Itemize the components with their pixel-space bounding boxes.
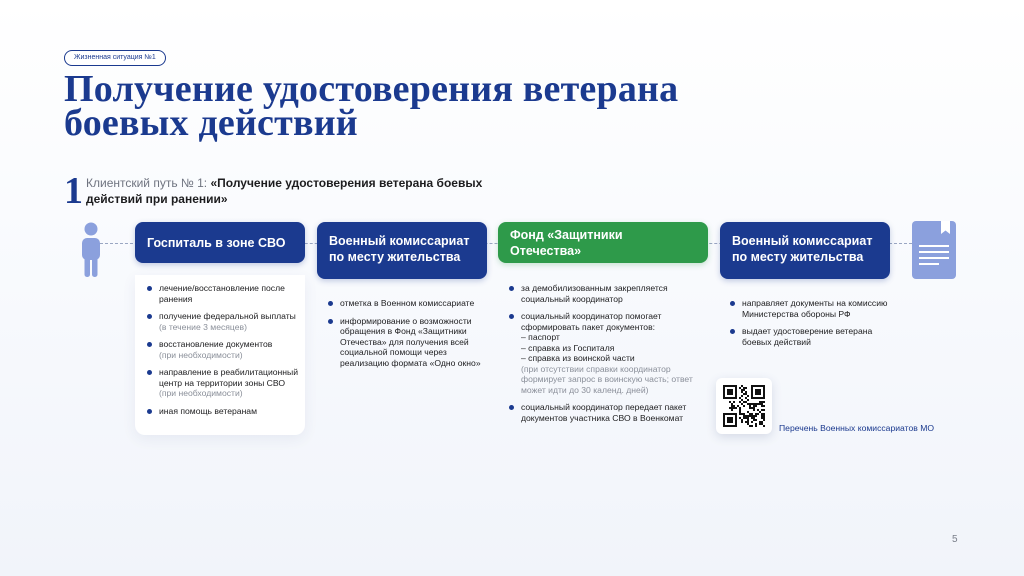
qr-module <box>731 391 733 393</box>
list-item: социальный координатор помогает сформировать пакет документов: – паспорт – справка из Госпиталя – справка из воинской части (при отсутствии справки координатор формирует запрос в воинскую часть; ответ может идти до 30 календ. дней) <box>507 311 707 395</box>
qr-module <box>727 389 729 391</box>
qr-module <box>749 405 751 407</box>
qr-module <box>731 385 733 387</box>
qr-module <box>751 385 753 387</box>
qr-module <box>741 421 743 423</box>
qr-module <box>723 425 725 427</box>
commissariat-2-list <box>728 298 888 354</box>
qr-module <box>741 395 743 397</box>
qr-module <box>761 385 763 387</box>
qr-module <box>729 397 731 399</box>
qr-module <box>753 415 755 417</box>
qr-module <box>739 409 741 411</box>
qr-module <box>737 405 739 407</box>
qr-module <box>739 397 741 399</box>
qr-module <box>759 411 761 413</box>
qr-module <box>731 397 733 399</box>
qr-module <box>729 417 731 419</box>
qr-module <box>743 401 745 403</box>
qr-module <box>723 387 725 389</box>
path-number: 1 <box>64 170 83 212</box>
qr-module <box>751 391 753 393</box>
page-title: Получение удостоверения ветерана боевых действий <box>64 68 679 144</box>
qr-module <box>727 413 729 415</box>
commissariat-1-list <box>326 298 486 375</box>
qr-module <box>727 397 729 399</box>
qr-module <box>753 409 755 411</box>
qr-module <box>755 425 757 427</box>
qr-module <box>727 425 729 427</box>
qr-module <box>743 415 745 417</box>
qr-module <box>723 393 725 395</box>
qr-module <box>759 421 761 423</box>
qr-module <box>763 409 765 411</box>
qr-module <box>759 397 761 399</box>
qr-module <box>723 415 725 417</box>
qr-module <box>727 391 729 393</box>
qr-module <box>731 405 733 407</box>
qr-module <box>727 385 729 387</box>
qr-module <box>735 425 737 427</box>
qr-module <box>759 393 761 395</box>
qr-module <box>753 403 755 405</box>
qr-module <box>727 393 729 395</box>
qr-module <box>741 391 743 393</box>
qr-module <box>745 393 747 395</box>
qr-module <box>759 391 761 393</box>
qr-module <box>757 385 759 387</box>
qr-module <box>723 397 725 399</box>
qr-module <box>745 421 747 423</box>
qr-module <box>751 389 753 391</box>
life-situation-badge: Жизненная ситуация №1 <box>64 50 166 66</box>
qr-module <box>731 389 733 391</box>
qr-module <box>723 421 725 423</box>
qr-module <box>723 423 725 425</box>
qr-module <box>739 401 741 403</box>
qr-module <box>739 413 741 415</box>
qr-module <box>723 389 725 391</box>
qr-module <box>747 411 749 413</box>
person-icon <box>80 222 102 278</box>
qr-module <box>739 387 741 389</box>
qr-code-icon <box>723 385 765 427</box>
qr-module <box>735 393 737 395</box>
list-item: лечение/восстановление после ранения <box>145 283 305 304</box>
qr-module <box>729 421 731 423</box>
qr-module <box>749 407 751 409</box>
qr-module <box>735 419 737 421</box>
list-item: иная помощь ветеранам <box>145 406 305 417</box>
hospital-list <box>145 283 305 423</box>
qr-module <box>731 413 733 415</box>
qr-module <box>751 407 753 409</box>
qr-module <box>735 407 737 409</box>
qr-module <box>745 391 747 393</box>
qr-module <box>735 389 737 391</box>
qr-module <box>731 419 733 421</box>
path-name: «Получение удостоверения ветерана боевых действий при ранении» <box>86 176 483 206</box>
qr-module <box>761 415 763 417</box>
qr-module <box>735 423 737 425</box>
qr-module <box>763 401 765 403</box>
qr-module <box>729 385 731 387</box>
qr-module <box>759 389 761 391</box>
qr-module <box>729 413 731 415</box>
qr-module <box>755 393 757 395</box>
qr-module <box>763 387 765 389</box>
qr-module <box>733 401 735 403</box>
qr-module <box>731 393 733 395</box>
qr-module <box>761 417 763 419</box>
qr-module <box>725 413 727 415</box>
list-item: отметка в Военном комиссариате <box>326 298 486 309</box>
qr-module <box>755 415 757 417</box>
qr-module <box>735 413 737 415</box>
qr-module <box>759 423 761 425</box>
qr-module <box>751 397 753 399</box>
qr-module <box>759 385 761 387</box>
qr-module <box>761 401 763 403</box>
qr-code[interactable] <box>716 378 772 434</box>
qr-module <box>727 421 729 423</box>
qr-module <box>757 403 759 405</box>
qr-module <box>751 417 753 419</box>
qr-module <box>731 403 733 405</box>
qr-module <box>743 389 745 391</box>
qr-module <box>763 395 765 397</box>
qr-module <box>763 393 765 395</box>
fund-list <box>507 283 707 430</box>
qr-module <box>731 417 733 419</box>
stage-hospital: Госпиталь в зоне СВО <box>135 222 305 263</box>
qr-module <box>763 391 765 393</box>
qr-module <box>735 397 737 399</box>
qr-module <box>747 415 749 417</box>
qr-module <box>763 417 765 419</box>
qr-module <box>753 417 755 419</box>
qr-module <box>739 417 741 419</box>
qr-module <box>733 405 735 407</box>
qr-module <box>727 419 729 421</box>
qr-module <box>733 413 735 415</box>
qr-module <box>749 425 751 427</box>
stage-military-commissariat-1: Военный комиссариат по месту жительства <box>317 222 487 279</box>
qr-module <box>735 391 737 393</box>
qr-module <box>739 411 741 413</box>
qr-module <box>761 413 763 415</box>
list-item: восстановление документов (при необходимости) <box>145 339 305 360</box>
qr-module <box>741 419 743 421</box>
qr-module <box>751 415 753 417</box>
qr-module <box>731 421 733 423</box>
list-item: выдает удостоверение ветерана боевых действий <box>728 326 888 347</box>
qr-module <box>763 397 765 399</box>
qr-module <box>733 425 735 427</box>
qr-module <box>757 409 759 411</box>
qr-module <box>725 425 727 427</box>
qr-module <box>755 391 757 393</box>
qr-module <box>747 423 749 425</box>
certificate-document-icon <box>912 221 956 279</box>
qr-module <box>763 415 765 417</box>
qr-module <box>757 389 759 391</box>
qr-module <box>757 397 759 399</box>
qr-module <box>747 395 749 397</box>
qr-module <box>723 419 725 421</box>
qr-module <box>753 405 755 407</box>
qr-module <box>749 403 751 405</box>
list-item: направление в реабилитационный центр на территории зоны СВО (при необходимости) <box>145 367 305 399</box>
qr-module <box>747 399 749 401</box>
qr-module <box>755 423 757 425</box>
qr-module <box>735 387 737 389</box>
list-item: получение федеральной выплаты (в течение 3 месяцев) <box>145 311 305 332</box>
qr-module <box>747 421 749 423</box>
list-item: информирование о возможности обращения в Фонд «Защитники Отечества» для получения всей социальной помощи через реализацию формата «Одно окно» <box>326 316 486 369</box>
qr-module <box>753 407 755 409</box>
qr-module <box>733 397 735 399</box>
qr-module <box>725 385 727 387</box>
qr-module <box>751 395 753 397</box>
page-number: 5 <box>952 534 958 545</box>
qr-module <box>741 413 743 415</box>
qr-module <box>743 413 745 415</box>
qr-module <box>763 389 765 391</box>
qr-module <box>761 405 763 407</box>
qr-module <box>729 401 731 403</box>
path-prefix: Клиентский путь № 1: <box>86 176 208 190</box>
qr-module <box>743 393 745 395</box>
qr-module <box>727 417 729 419</box>
qr-module <box>755 419 757 421</box>
qr-module <box>723 417 725 419</box>
qr-module <box>729 419 731 421</box>
qr-module <box>735 385 737 387</box>
qr-module <box>739 407 741 409</box>
qr-module <box>763 413 765 415</box>
list-item: направляет документы на комиссию Министерства обороны РФ <box>728 298 888 319</box>
qr-module <box>761 421 763 423</box>
qr-module <box>759 401 761 403</box>
list-item: за демобилизованным закрепляется социальный координатор <box>507 283 707 304</box>
qr-module <box>751 403 753 405</box>
qr-module <box>757 391 759 393</box>
qr-module <box>747 403 749 405</box>
qr-module <box>757 393 759 395</box>
path-title <box>86 175 526 207</box>
qr-module <box>749 415 751 417</box>
qr-module <box>763 419 765 421</box>
qr-module <box>743 405 745 407</box>
qr-module <box>723 391 725 393</box>
qr-module <box>763 405 765 407</box>
qr-module <box>751 413 753 415</box>
qr-module <box>741 385 743 387</box>
qr-module <box>745 387 747 389</box>
qr-module <box>747 417 749 419</box>
qr-module <box>735 415 737 417</box>
qr-module <box>747 419 749 421</box>
qr-module <box>755 397 757 399</box>
qr-module <box>725 397 727 399</box>
qr-module <box>751 425 753 427</box>
list-item: социальный координатор передает пакет документов участника СВО в Военкомат <box>507 402 707 423</box>
qr-module <box>729 407 731 409</box>
qr-module <box>751 393 753 395</box>
qr-module <box>743 417 745 419</box>
qr-module <box>745 401 747 403</box>
qr-module <box>763 425 765 427</box>
qr-module <box>735 421 737 423</box>
qr-module <box>741 403 743 405</box>
qr-module <box>741 389 743 391</box>
stage-military-commissariat-2: Военный комиссариат по месту жительства <box>720 222 890 279</box>
stage-defenders-fund: Фонд «Защитники Отечества» <box>498 222 708 263</box>
qr-module <box>731 425 733 427</box>
qr-module <box>751 387 753 389</box>
qr-module <box>731 407 733 409</box>
qr-module <box>755 413 757 415</box>
qr-module <box>753 419 755 421</box>
qr-module <box>731 409 733 411</box>
qr-module <box>755 389 757 391</box>
qr-module <box>735 417 737 419</box>
qr-module <box>723 385 725 387</box>
qr-module <box>723 395 725 397</box>
qr-module <box>761 423 763 425</box>
qr-module <box>755 385 757 387</box>
qr-module <box>729 391 731 393</box>
qr-module <box>729 425 731 427</box>
qr-module <box>761 397 763 399</box>
qr-module <box>745 417 747 419</box>
qr-module <box>757 413 759 415</box>
qr-module <box>745 397 747 399</box>
qr-module <box>733 407 735 409</box>
qr-module <box>753 385 755 387</box>
qr-module <box>763 385 765 387</box>
qr-module <box>735 395 737 397</box>
qr-module <box>761 403 763 405</box>
qr-module <box>745 415 747 417</box>
qr-module <box>761 409 763 411</box>
qr-module <box>753 397 755 399</box>
qr-link-label[interactable]: Перечень Военных комиссариатов МО <box>779 423 935 433</box>
qr-module <box>751 421 753 423</box>
qr-module <box>729 389 731 391</box>
qr-module <box>729 393 731 395</box>
qr-module <box>755 405 757 407</box>
qr-module <box>741 399 743 401</box>
qr-module <box>755 403 757 405</box>
qr-module <box>749 413 751 415</box>
qr-module <box>743 387 745 389</box>
qr-module <box>759 403 761 405</box>
qr-module <box>723 413 725 415</box>
qr-module <box>733 385 735 387</box>
